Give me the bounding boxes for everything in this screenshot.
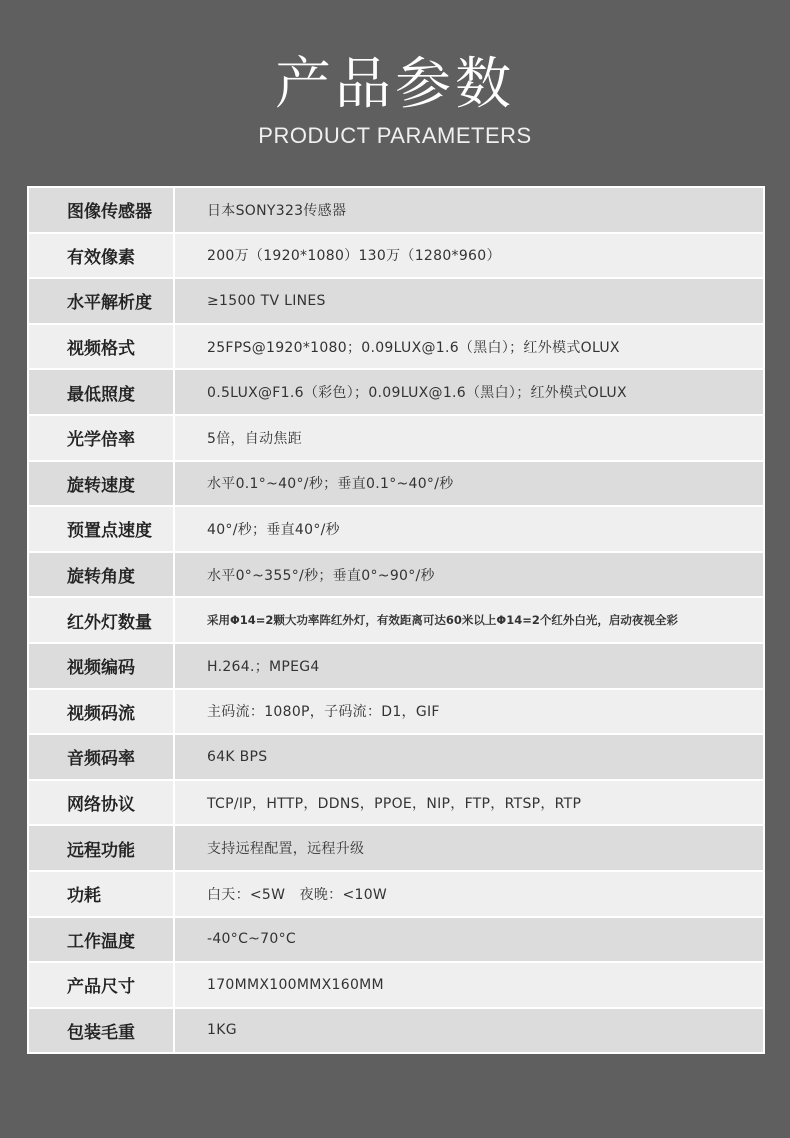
table-bottom-border: [27, 1052, 765, 1054]
param-label: 最低照度: [27, 370, 173, 414]
table-row: [27, 323, 765, 369]
param-value: 200万（1920*1080）130万（1280*960）: [175, 234, 765, 278]
parameters-table: [27, 186, 765, 1054]
param-value: 水平0.1°~40°/秒；垂直0.1°~40°/秒: [175, 462, 765, 506]
param-value: 日本SONY323传感器: [175, 188, 765, 232]
table-row: [27, 232, 765, 278]
param-value: 白天：<5W 夜晚：<10W: [175, 872, 765, 916]
param-label: 旋转角度: [27, 553, 173, 597]
param-value: 25FPS@1920*1080；0.09LUX@1.6（黑白）；红外模式OLUX: [175, 325, 765, 369]
param-label: 视频码流: [27, 690, 173, 734]
page-title: 产品参数: [275, 52, 515, 117]
table-row: [27, 688, 765, 734]
table-row: [27, 505, 765, 551]
param-label: 水平解析度: [27, 279, 173, 323]
table-row: [27, 733, 765, 779]
param-label: 音频码率: [27, 735, 173, 779]
table-row: [27, 414, 765, 460]
param-value: 64K BPS: [175, 735, 765, 779]
table-row: [27, 186, 765, 232]
table-row: [27, 551, 765, 597]
table-row: [27, 460, 765, 506]
param-label: 图像传感器: [27, 188, 173, 232]
param-value: 5倍，自动焦距: [175, 416, 765, 460]
table-row: [27, 870, 765, 916]
table-row: [27, 596, 765, 642]
param-label: 远程功能: [27, 826, 173, 870]
param-label: 网络协议: [27, 781, 173, 825]
table-row: [27, 961, 765, 1007]
table-row: [27, 642, 765, 688]
param-value: -40°C~70°C: [175, 918, 765, 962]
table-row: [27, 824, 765, 870]
param-label: 红外灯数量: [27, 598, 173, 642]
param-value: 1KG: [175, 1009, 765, 1053]
table-row: [27, 368, 765, 414]
param-label: 视频编码: [27, 644, 173, 688]
param-value: 40°/秒；垂直40°/秒: [175, 507, 765, 551]
param-label: 功耗: [27, 872, 173, 916]
param-value: 水平0°~355°/秒；垂直0°~90°/秒: [175, 553, 765, 597]
param-value: 0.5LUX@F1.6（彩色）；0.09LUX@1.6（黑白）；红外模式OLUX: [175, 370, 765, 414]
param-value: ≥1500 TV LINES: [175, 279, 765, 323]
table-row: [27, 779, 765, 825]
param-label: 预置点速度: [27, 507, 173, 551]
param-label: 旋转速度: [27, 462, 173, 506]
param-value: TCP/IP，HTTP，DDNS，PPOE，NIP，FTP，RTSP，RTP: [175, 781, 765, 825]
table-row: [27, 916, 765, 962]
table-row: [27, 1007, 765, 1053]
param-label: 光学倍率: [27, 416, 173, 460]
param-label: 有效像素: [27, 234, 173, 278]
param-label: 视频格式: [27, 325, 173, 369]
param-value: H.264.；MPEG4: [175, 644, 765, 688]
param-label: 产品尺寸: [27, 963, 173, 1007]
param-value: 采用Φ14=2颗大功率阵红外灯，有效距离可达60米以上Φ14=2个红外白光，启动夜视全彩: [175, 598, 765, 642]
param-value: 主码流：1080P，子码流：D1，GIF: [175, 690, 765, 734]
param-label: 工作温度: [27, 918, 173, 962]
param-value: 170MMX100MMX160MM: [175, 963, 765, 1007]
param-value: 支持远程配置，远程升级: [175, 826, 765, 870]
param-label: 包装毛重: [27, 1009, 173, 1053]
page-subtitle: PRODUCT PARAMETERS: [258, 123, 532, 148]
table-row: [27, 277, 765, 323]
